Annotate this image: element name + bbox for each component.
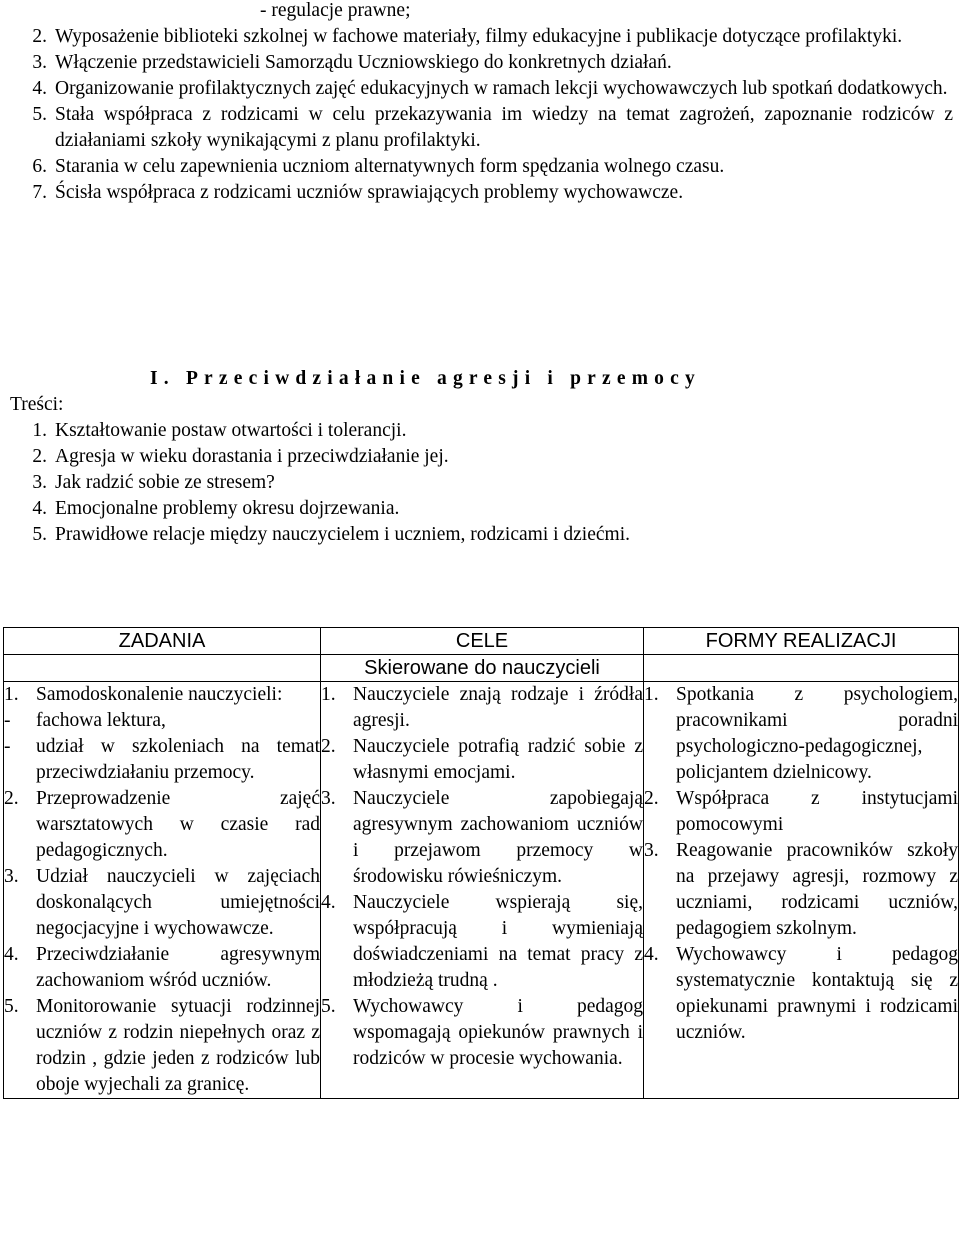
item-text: Kształtowanie postaw otwartości i tolerancji. — [55, 420, 407, 441]
item-number: 5. — [4, 996, 19, 1017]
item-number: 3. — [321, 788, 336, 809]
item-number: 6. — [32, 156, 47, 177]
item-number: 4. — [32, 78, 47, 99]
item-number: 7. — [32, 182, 47, 203]
tresci-list — [8, 418, 908, 548]
item-number: 2. — [32, 446, 47, 467]
list-item — [8, 50, 953, 76]
item-text: Przeprowadzenie zajęć warsztatowych w czasie rad pedagogicznych. — [36, 788, 320, 861]
list-item — [4, 682, 320, 708]
plan-table — [3, 627, 959, 1099]
tresci-label: Treści: — [10, 394, 64, 415]
item-number: 5. — [32, 524, 47, 545]
list-item — [644, 942, 958, 1046]
item-number: 4. — [321, 892, 336, 913]
item-number: 5. — [321, 996, 336, 1017]
item-number: 3. — [644, 840, 659, 861]
item-text: Nauczyciele potrafią radzić sobie z własnymi emocjami. — [353, 736, 643, 783]
item-text: Prawidłowe relacje między nauczycielem i uczniem, rodzicami i dziećmi. — [55, 524, 630, 545]
item-text: Reagowanie pracowników szkoły na przejawy agresji, rozmowy z uczniami, rodzicami uczniów, pedagogiem szkolnym. — [676, 840, 958, 939]
header-zadania: ZADANIA — [4, 628, 321, 655]
item-text: Emocjonalne problemy okresu dojrzewania. — [55, 498, 400, 519]
continued-list — [8, 0, 953, 206]
item-number: 4. — [4, 944, 19, 965]
list-item — [8, 470, 908, 496]
item-number: 1. — [321, 684, 336, 705]
item-text: Jak radzić sobie ze stresem? — [55, 472, 275, 493]
item-number: 3. — [32, 472, 47, 493]
header-cele: CELE — [321, 628, 644, 655]
item-number: 4. — [644, 944, 659, 965]
item-text: Samodoskonalenie nauczycieli: — [36, 684, 283, 705]
item-number: 1. — [644, 684, 659, 705]
item-text: Monitorowanie sytuacji rodzinnej uczniów z rodzin niepełnych oraz z rodzin , gdzie jeden z rodziców lub oboje wyjechali za granicę. — [36, 996, 320, 1095]
item-text: Spotkania z psychologiem, pracownikami poradni psychologiczno-pedagogicznej, policjantem dzielnicowy. — [676, 684, 958, 783]
item-text: Nauczyciele zapobiegają agresywnym zachowaniom uczniów i przejawom przemocy w środowisku rówieśniczym. — [353, 788, 643, 887]
item-number: 2. — [321, 736, 336, 757]
item-text: Włączenie przedstawicieli Samorządu Uczniowskiego do konkretnych działań. — [55, 52, 672, 73]
list-item — [8, 180, 953, 206]
item-text: Organizowanie profilaktycznych zajęć edukacyjnych w ramach lekcji wychowawczych lub spotkań dodatkowych. — [55, 78, 948, 99]
item-text: Wychowawcy i pedagog wspomagają opiekunów prawnych i rodziców w procesie wychowania. — [353, 996, 643, 1069]
list-item — [321, 994, 643, 1072]
item-number: 2. — [32, 26, 47, 47]
item-number: 4. — [32, 498, 47, 519]
list-item — [321, 682, 643, 734]
dash-item — [4, 734, 320, 786]
list-item — [321, 786, 643, 890]
dash-item-regulacje: - regulacje prawne; — [260, 0, 411, 21]
item-text: Agresja w wieku dorastania i przeciwdziałanie jej. — [55, 446, 449, 467]
item-text: Przeciwdziałanie agresywnym zachowaniom wśród uczniów. — [36, 944, 320, 991]
item-text: Udział nauczycieli w zajęciach doskonalących umiejętności negocjacyjne i wychowawcze. — [36, 866, 320, 939]
item-text: Współpraca z instytucjami pomocowymi — [676, 788, 958, 835]
list-item — [644, 786, 958, 838]
item-text: fachowa lektura, — [36, 710, 166, 731]
item-text: Ścisła współpraca z rodzicami uczniów sprawiających problemy wychowawcze. — [55, 182, 684, 203]
list-item — [4, 864, 320, 942]
header-formy: FORMY REALIZACJI — [644, 628, 959, 655]
list-item — [8, 418, 908, 444]
item-text: Nauczyciele wspierają się, współpracują i wymieniają doświadczeniami na temat pracy z młodzieżą trudną . — [353, 892, 643, 991]
item-text: Wychowawcy i pedagog systematycznie kontaktują się z opiekunami prawnymi i rodzicami uczniów. — [676, 944, 958, 1043]
item-text: udział w szkoleniach na temat przeciwdziałaniu przemocy. — [36, 736, 320, 783]
item-number: 2. — [4, 788, 19, 809]
item-number: 3. — [32, 52, 47, 73]
list-item — [8, 522, 908, 548]
item-text: Stała współpraca z rodzicami w celu przekazywania im wiedzy na temat zagrożeń, zapoznanie rodziców z działaniami szkoły wynikającymi z planu profilaktyki. — [55, 104, 953, 151]
list-item — [8, 24, 953, 50]
section-title: I. Przeciwdziałanie agresji i przemocy — [150, 368, 701, 389]
zadania-cell — [4, 682, 321, 1099]
list-item — [8, 76, 953, 102]
item-text: Nauczyciele znają rodzaje i źródła agresji. — [353, 684, 643, 731]
list-item — [644, 682, 958, 786]
list-item — [321, 734, 643, 786]
item-number: 5. — [32, 104, 47, 125]
table-header-row — [4, 628, 959, 655]
dash-item — [4, 708, 320, 734]
list-item — [4, 786, 320, 864]
list-item — [644, 838, 958, 942]
list-item — [8, 154, 953, 180]
table-row — [4, 682, 959, 1099]
item-number: 1. — [4, 684, 19, 705]
item-number: 1. — [32, 420, 47, 441]
item-text: Wyposażenie biblioteki szkolnej w fachowe materiały, filmy edukacyjne i publikacje dotyczące profilaktyki. — [55, 26, 903, 47]
list-item — [4, 942, 320, 994]
item-number: 3. — [4, 866, 19, 887]
list-item — [321, 890, 643, 994]
list-item — [8, 444, 908, 470]
dash-bullet: - — [4, 710, 11, 731]
list-item — [8, 102, 953, 154]
subheader-target: Skierowane do nauczycieli — [321, 655, 644, 682]
item-text: Starania w celu zapewnienia uczniom alternatywnych form spędzania wolnego czasu. — [55, 156, 725, 177]
dash-bullet: - — [4, 736, 11, 757]
list-item — [4, 994, 320, 1098]
cele-cell — [321, 682, 644, 1099]
formy-cell — [644, 682, 959, 1099]
table-subheader-row — [4, 655, 959, 682]
item-number: 2. — [644, 788, 659, 809]
list-item — [8, 496, 908, 522]
